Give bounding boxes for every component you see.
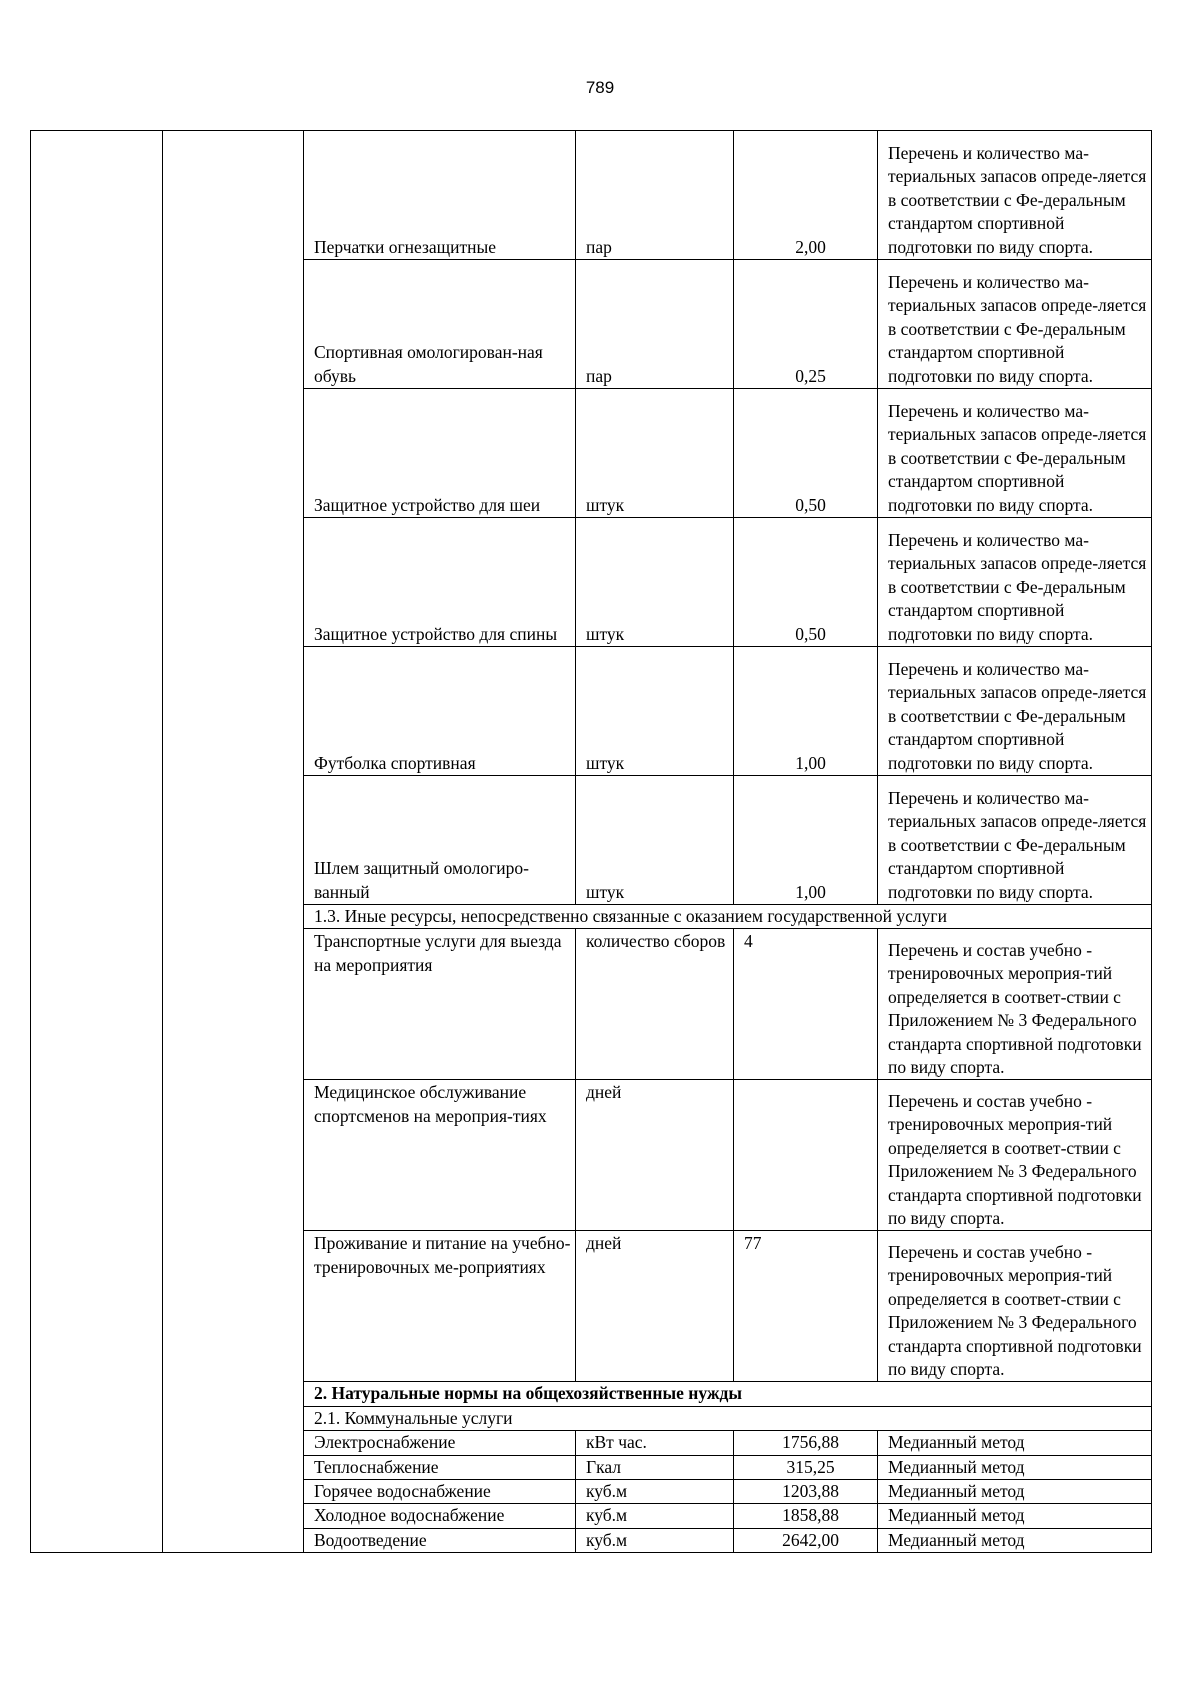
item-name: Спортивная омологирован-ная обувь <box>304 260 576 389</box>
item-quantity: 1,00 <box>734 647 878 776</box>
item-note: Медианный метод <box>878 1504 1152 1528</box>
item-quantity <box>734 1080 878 1231</box>
blank-column-1 <box>31 131 163 1553</box>
item-quantity: 1203,88 <box>734 1480 878 1504</box>
item-quantity: 4 <box>734 929 878 1080</box>
item-quantity: 0,50 <box>734 389 878 518</box>
item-note: Медианный метод <box>878 1528 1152 1552</box>
item-note: Перечень и количество ма-териальных запасов опреде-ляется в соответствии с Фе-деральным стандартом спортивной подготовки по виду спорта. <box>878 260 1152 389</box>
page-number: 789 <box>585 78 615 97</box>
section-1-3-heading: 1.3. Иные ресурсы, непосредственно связанные с оказанием государственной услуги <box>304 905 1152 929</box>
item-note: Медианный метод <box>878 1455 1152 1479</box>
item-note: Перечень и состав учебно - тренировочных мероприя-тий определяется в соответ-ствии с Приложением № 3 Федерального стандарта спортивной подготовки по виду спорта. <box>878 1080 1152 1231</box>
item-quantity: 1,00 <box>734 776 878 905</box>
blank-column-2 <box>163 131 304 1553</box>
item-note: Перечень и состав учебно - тренировочных мероприя-тий определяется в соответ-ствии с Приложением № 3 Федерального стандарта спортивной подготовки по виду спорта. <box>878 1231 1152 1382</box>
item-note: Перечень и количество ма-териальных запасов опреде-ляется в соответствии с Фе-деральным стандартом спортивной подготовки по виду спорта. <box>878 389 1152 518</box>
item-unit: Гкал <box>576 1455 734 1479</box>
item-unit: количество сборов <box>576 929 734 1080</box>
item-name: Шлем защитный омологиро-ванный <box>304 776 576 905</box>
item-quantity: 315,25 <box>734 1455 878 1479</box>
item-name: Теплоснабжение <box>304 1455 576 1479</box>
item-quantity: 2,00 <box>734 131 878 260</box>
item-name: Водоотведение <box>304 1528 576 1552</box>
item-name: Медицинское обслуживание спортсменов на мероприя-тиях <box>304 1080 576 1231</box>
item-name: Защитное устройство для спины <box>304 518 576 647</box>
table-row <box>31 131 1152 260</box>
item-quantity: 77 <box>734 1231 878 1382</box>
item-unit: дней <box>576 1231 734 1382</box>
item-name: Электроснабжение <box>304 1431 576 1455</box>
item-note: Перечень и состав учебно - тренировочных мероприя-тий определяется в соответ-ствии с Приложением № 3 Федерального стандарта спортивной подготовки по виду спорта. <box>878 929 1152 1080</box>
item-unit: пар <box>576 260 734 389</box>
item-quantity: 0,25 <box>734 260 878 389</box>
norms-table <box>30 130 1152 1553</box>
item-unit: куб.м <box>576 1528 734 1552</box>
item-note: Перечень и количество ма-териальных запасов опреде-ляется в соответствии с Фе-деральным стандартом спортивной подготовки по виду спорта. <box>878 131 1152 260</box>
item-name: Защитное устройство для шеи <box>304 389 576 518</box>
item-note: Медианный метод <box>878 1480 1152 1504</box>
item-note: Перечень и количество ма-териальных запасов опреде-ляется в соответствии с Фе-деральным стандартом спортивной подготовки по виду спорта. <box>878 776 1152 905</box>
item-unit: куб.м <box>576 1504 734 1528</box>
item-name: Футболка спортивная <box>304 647 576 776</box>
item-name: Проживание и питание на учебно-тренировочных ме-роприятиях <box>304 1231 576 1382</box>
section-2-1-heading: 2.1. Коммунальные услуги <box>304 1406 1152 1430</box>
item-name: Горячее водоснабжение <box>304 1480 576 1504</box>
item-note: Медианный метод <box>878 1431 1152 1455</box>
item-name: Холодное водоснабжение <box>304 1504 576 1528</box>
item-quantity: 0,50 <box>734 518 878 647</box>
item-quantity: 1858,88 <box>734 1504 878 1528</box>
item-unit: штук <box>576 518 734 647</box>
item-unit: дней <box>576 1080 734 1231</box>
section-2-heading: 2. Натуральные нормы на общехозяйственные нужды <box>304 1382 1152 1406</box>
item-unit: штук <box>576 776 734 905</box>
item-name: Транспортные услуги для выезда на мероприятия <box>304 929 576 1080</box>
item-unit: штук <box>576 647 734 776</box>
item-note: Перечень и количество ма-териальных запасов опреде-ляется в соответствии с Фе-деральным стандартом спортивной подготовки по виду спорта. <box>878 518 1152 647</box>
item-quantity: 2642,00 <box>734 1528 878 1552</box>
item-unit: кВт час. <box>576 1431 734 1455</box>
item-note: Перечень и количество ма-териальных запасов опреде-ляется в соответствии с Фе-деральным стандартом спортивной подготовки по виду спорта. <box>878 647 1152 776</box>
item-name: Перчатки огнезащитные <box>304 131 576 260</box>
item-quantity: 1756,88 <box>734 1431 878 1455</box>
item-unit: куб.м <box>576 1480 734 1504</box>
item-unit: штук <box>576 389 734 518</box>
item-unit: пар <box>576 131 734 260</box>
